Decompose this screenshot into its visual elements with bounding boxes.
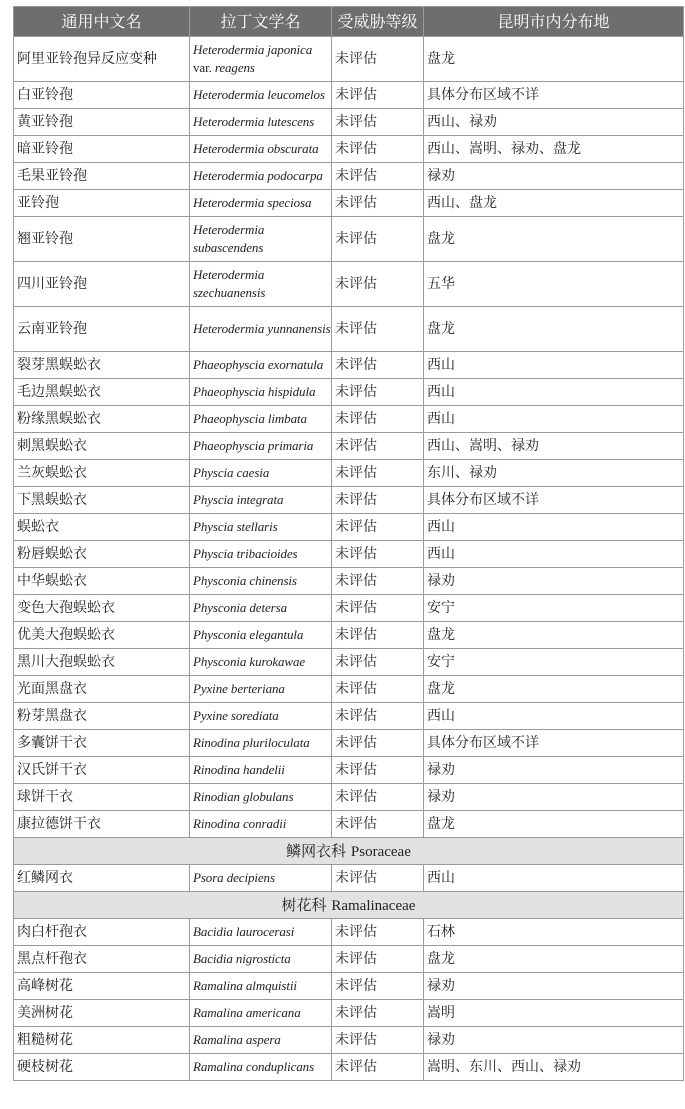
table-row — [14, 622, 684, 649]
table-row — [14, 352, 684, 379]
table-row — [14, 1054, 684, 1081]
table-row — [14, 37, 684, 82]
distribution-cell: 西山 — [424, 514, 684, 541]
distribution-cell: 安宁 — [424, 649, 684, 676]
threat-level-cell: 未评估 — [332, 514, 424, 541]
latin-name-cell — [190, 784, 332, 811]
threat-level-cell: 未评估 — [332, 865, 424, 892]
latin-name-text: Physconia chinensis — [193, 573, 297, 588]
latin-name-text: Rinodian globulans — [193, 789, 294, 804]
latin-name-text: Heterodermia japonica — [193, 42, 313, 57]
threat-level-cell: 未评估 — [332, 730, 424, 757]
latin-name-text: Psora decipiens — [193, 870, 275, 885]
latin-name-text: Pyxine sorediata — [193, 708, 279, 723]
threat-level-cell: 未评估 — [332, 622, 424, 649]
distribution-cell: 盘龙 — [424, 946, 684, 973]
latin-name-cell — [190, 811, 332, 838]
threat-level-cell: 未评估 — [332, 919, 424, 946]
common-name-cell: 云南亚铃孢 — [14, 307, 190, 352]
common-name-cell: 亚铃孢 — [14, 190, 190, 217]
common-name-cell: 暗亚铃孢 — [14, 136, 190, 163]
latin-name-text: Bacidia laurocerasi — [193, 924, 295, 939]
threat-level-cell: 未评估 — [332, 676, 424, 703]
latin-name-text: Ramalina conduplicans — [193, 1059, 315, 1074]
distribution-cell: 西山 — [424, 406, 684, 433]
table-row — [14, 136, 684, 163]
common-name-cell: 优美大孢蜈蚣衣 — [14, 622, 190, 649]
latin-name-cell — [190, 757, 332, 784]
table-row — [14, 487, 684, 514]
table-row — [14, 865, 684, 892]
header-threat-level: 受威胁等级 — [332, 7, 424, 37]
distribution-cell: 西山 — [424, 703, 684, 730]
common-name-cell: 多囊饼干衣 — [14, 730, 190, 757]
threat-level-cell: 未评估 — [332, 541, 424, 568]
latin-name-text: Heterodermia szechuanensis — [193, 267, 266, 300]
header-distribution: 昆明市内分布地 — [424, 7, 684, 37]
common-name-cell: 翘亚铃孢 — [14, 217, 190, 262]
table-header — [14, 7, 684, 37]
latin-name-cell — [190, 514, 332, 541]
latin-name-cell — [190, 676, 332, 703]
distribution-cell: 禄劝 — [424, 1027, 684, 1054]
table-row — [14, 82, 684, 109]
common-name-cell: 硬枝树花 — [14, 1054, 190, 1081]
latin-name-cell — [190, 262, 332, 307]
latin-name-cell — [190, 163, 332, 190]
threat-level-cell: 未评估 — [332, 307, 424, 352]
threat-level-cell: 未评估 — [332, 163, 424, 190]
distribution-cell: 具体分布区域不详 — [424, 730, 684, 757]
threat-level-cell: 未评估 — [332, 703, 424, 730]
threat-level-cell: 未评估 — [332, 1027, 424, 1054]
distribution-cell: 具体分布区域不详 — [424, 487, 684, 514]
distribution-cell: 西山、盘龙 — [424, 190, 684, 217]
latin-name-text: Pyxine berteriana — [193, 681, 285, 696]
threat-level-cell: 未评估 — [332, 82, 424, 109]
threat-level-cell: 未评估 — [332, 784, 424, 811]
table-row — [14, 190, 684, 217]
common-name-cell: 粉缘黑蜈蚣衣 — [14, 406, 190, 433]
latin-name-text: Phaeophyscia exornatula — [193, 357, 324, 372]
latin-name-cell — [190, 460, 332, 487]
latin-name-text: Heterodermia subascendens — [193, 222, 265, 255]
distribution-cell: 盘龙 — [424, 307, 684, 352]
latin-name-text: Rinodina pluriloculata — [193, 735, 310, 750]
latin-name-cell — [190, 406, 332, 433]
latin-name-text: Bacidia nigrosticta — [193, 951, 291, 966]
table-row — [14, 973, 684, 1000]
distribution-cell: 西山 — [424, 865, 684, 892]
latin-name-cell — [190, 307, 332, 352]
latin-name-cell — [190, 1000, 332, 1027]
table-row — [14, 811, 684, 838]
latin-name-text: Rinodina conradii — [193, 816, 287, 831]
latin-name-text: Phaeophyscia primaria — [193, 438, 314, 453]
common-name-cell: 红鳞网衣 — [14, 865, 190, 892]
table-row — [14, 730, 684, 757]
common-name-cell: 刺黑蜈蚣衣 — [14, 433, 190, 460]
common-name-cell: 黄亚铃孢 — [14, 109, 190, 136]
latin-name-text: Heterodermia lutescens — [193, 114, 315, 129]
family-header — [14, 892, 684, 919]
distribution-cell: 西山 — [424, 541, 684, 568]
table-row — [14, 784, 684, 811]
distribution-cell: 西山、嵩明、禄劝 — [424, 433, 684, 460]
threat-level-cell: 未评估 — [332, 757, 424, 784]
table-row — [14, 703, 684, 730]
threat-level-cell: 未评估 — [332, 811, 424, 838]
header-latin-name: 拉丁文学名 — [190, 7, 332, 37]
distribution-cell: 石林 — [424, 919, 684, 946]
common-name-cell: 黑点杆孢衣 — [14, 946, 190, 973]
latin-name-text: Phaeophyscia hispidula — [193, 384, 316, 399]
distribution-cell: 西山、嵩明、禄劝、盘龙 — [424, 136, 684, 163]
distribution-cell: 西山 — [424, 379, 684, 406]
common-name-cell: 白亚铃孢 — [14, 82, 190, 109]
threat-level-cell: 未评估 — [332, 973, 424, 1000]
table-row — [14, 595, 684, 622]
latin-name-text: Heterodermia yunnanensis — [193, 321, 331, 336]
table-row — [14, 919, 684, 946]
threat-level-cell: 未评估 — [332, 406, 424, 433]
latin-name-text: Heterodermia speciosa — [193, 195, 312, 210]
table-row — [14, 109, 684, 136]
latin-name-text: Physcia tribacioides — [193, 546, 298, 561]
latin-name-cell — [190, 433, 332, 460]
latin-name-cell — [190, 865, 332, 892]
common-name-cell: 兰灰蜈蚣衣 — [14, 460, 190, 487]
common-name-cell: 黑川大孢蜈蚣衣 — [14, 649, 190, 676]
threat-level-cell: 未评估 — [332, 352, 424, 379]
latin-name-cell — [190, 487, 332, 514]
common-name-cell: 粉唇蜈蚣衣 — [14, 541, 190, 568]
common-name-cell: 下黑蜈蚣衣 — [14, 487, 190, 514]
latin-name-cell — [190, 37, 332, 82]
family-latin-name: Psoraceae — [350, 843, 411, 860]
distribution-cell: 盘龙 — [424, 37, 684, 82]
distribution-cell: 西山 — [424, 352, 684, 379]
distribution-cell: 西山、禄劝 — [424, 109, 684, 136]
latin-name-text: Heterodermia podocarpa — [193, 168, 323, 183]
latin-name-text: Physconia kurokawae — [193, 654, 306, 669]
latin-name-cell — [190, 541, 332, 568]
common-name-cell: 球饼干衣 — [14, 784, 190, 811]
threat-level-cell: 未评估 — [332, 217, 424, 262]
table-row — [14, 676, 684, 703]
latin-name-text: Ramalina almquistii — [193, 978, 297, 993]
threat-level-cell: 未评估 — [332, 1000, 424, 1027]
common-name-cell: 毛果亚铃孢 — [14, 163, 190, 190]
header-common-name: 通用中文名 — [14, 7, 190, 37]
table-row — [14, 757, 684, 784]
latin-name-text: Rinodina handelii — [193, 762, 285, 777]
latin-name-cell — [190, 568, 332, 595]
common-name-cell: 蜈蚣衣 — [14, 514, 190, 541]
common-name-cell: 高峰树花 — [14, 973, 190, 1000]
table-row — [14, 406, 684, 433]
latin-name-cell — [190, 352, 332, 379]
threat-level-cell: 未评估 — [332, 460, 424, 487]
table-row — [14, 1027, 684, 1054]
latin-name-text: Ramalina aspera — [193, 1032, 281, 1047]
common-name-cell: 汉氏饼干衣 — [14, 757, 190, 784]
latin-name-cell — [190, 1054, 332, 1081]
family-header — [14, 838, 684, 865]
common-name-cell: 光面黑盘衣 — [14, 676, 190, 703]
distribution-cell: 盘龙 — [424, 811, 684, 838]
table-row — [14, 568, 684, 595]
threat-level-cell: 未评估 — [332, 487, 424, 514]
latin-name-cell — [190, 622, 332, 649]
latin-infraspecific-epithet: reagens — [214, 60, 255, 75]
table-row — [14, 433, 684, 460]
family-header-row — [14, 892, 684, 919]
family-cn-name: 树花科 — [281, 895, 327, 914]
common-name-cell: 粗糙树花 — [14, 1027, 190, 1054]
threat-level-cell: 未评估 — [332, 433, 424, 460]
latin-name-cell — [190, 703, 332, 730]
table-row — [14, 217, 684, 262]
common-name-cell: 中华蜈蚣衣 — [14, 568, 190, 595]
latin-name-cell — [190, 649, 332, 676]
common-name-cell: 美洲树花 — [14, 1000, 190, 1027]
latin-rank-marker: var. — [193, 60, 212, 75]
common-name-cell: 裂芽黑蜈蚣衣 — [14, 352, 190, 379]
table-row — [14, 541, 684, 568]
table-row — [14, 460, 684, 487]
latin-name-cell — [190, 946, 332, 973]
family-header-row — [14, 838, 684, 865]
family-cn-name: 鳞网衣科 — [286, 841, 347, 860]
latin-name-text: Physcia caesia — [193, 465, 270, 480]
table-row — [14, 262, 684, 307]
distribution-cell: 盘龙 — [424, 676, 684, 703]
latin-name-text: Physconia detersa — [193, 600, 287, 615]
latin-name-text: Phaeophyscia limbata — [193, 411, 307, 426]
header-row — [14, 7, 684, 37]
common-name-cell: 康拉德饼干衣 — [14, 811, 190, 838]
threat-level-cell: 未评估 — [332, 595, 424, 622]
table-body — [14, 37, 684, 1081]
distribution-cell: 禄劝 — [424, 784, 684, 811]
latin-name-text: Physcia stellaris — [193, 519, 278, 534]
latin-name-text: Heterodermia leucomelos — [193, 87, 325, 102]
common-name-cell: 阿里亚铃孢异反应变种 — [14, 37, 190, 82]
threat-level-cell: 未评估 — [332, 190, 424, 217]
latin-name-cell — [190, 730, 332, 757]
latin-name-text: Heterodermia obscurata — [193, 141, 319, 156]
distribution-cell: 嵩明、东川、西山、禄劝 — [424, 1054, 684, 1081]
threat-level-cell: 未评估 — [332, 568, 424, 595]
latin-name-cell — [190, 1027, 332, 1054]
distribution-cell: 嵩明 — [424, 1000, 684, 1027]
table-row — [14, 307, 684, 352]
latin-name-cell — [190, 595, 332, 622]
common-name-cell: 四川亚铃孢 — [14, 262, 190, 307]
common-name-cell: 肉白杆孢衣 — [14, 919, 190, 946]
table-row — [14, 946, 684, 973]
latin-name-cell — [190, 190, 332, 217]
threat-level-cell: 未评估 — [332, 109, 424, 136]
latin-name-cell — [190, 136, 332, 163]
latin-name-cell — [190, 217, 332, 262]
distribution-cell: 具体分布区域不详 — [424, 82, 684, 109]
latin-name-text: Ramalina americana — [193, 1005, 301, 1020]
distribution-cell: 盘龙 — [424, 217, 684, 262]
common-name-cell: 毛边黑蜈蚣衣 — [14, 379, 190, 406]
distribution-cell: 禄劝 — [424, 973, 684, 1000]
threat-level-cell: 未评估 — [332, 1054, 424, 1081]
species-table-wrapper — [13, 6, 683, 1081]
distribution-cell: 五华 — [424, 262, 684, 307]
distribution-cell: 盘龙 — [424, 622, 684, 649]
table-row — [14, 163, 684, 190]
threat-level-cell: 未评估 — [332, 262, 424, 307]
common-name-cell: 粉芽黑盘衣 — [14, 703, 190, 730]
distribution-cell: 禄劝 — [424, 163, 684, 190]
threat-level-cell: 未评估 — [332, 649, 424, 676]
latin-name-text: Physconia elegantula — [193, 627, 304, 642]
threat-level-cell: 未评估 — [332, 136, 424, 163]
table-row — [14, 514, 684, 541]
family-latin-name: Ramalinaceae — [331, 897, 416, 914]
threat-level-cell: 未评估 — [332, 946, 424, 973]
latin-name-cell — [190, 973, 332, 1000]
distribution-cell: 东川、禄劝 — [424, 460, 684, 487]
latin-name-text: Physcia integrata — [193, 492, 284, 507]
latin-name-cell — [190, 109, 332, 136]
species-table — [13, 6, 684, 1081]
latin-name-cell — [190, 919, 332, 946]
threat-level-cell: 未评估 — [332, 379, 424, 406]
distribution-cell: 禄劝 — [424, 757, 684, 784]
latin-name-cell — [190, 82, 332, 109]
table-row — [14, 1000, 684, 1027]
table-row — [14, 379, 684, 406]
distribution-cell: 禄劝 — [424, 568, 684, 595]
latin-name-cell — [190, 379, 332, 406]
table-row — [14, 649, 684, 676]
distribution-cell: 安宁 — [424, 595, 684, 622]
common-name-cell: 变色大孢蜈蚣衣 — [14, 595, 190, 622]
threat-level-cell: 未评估 — [332, 37, 424, 82]
